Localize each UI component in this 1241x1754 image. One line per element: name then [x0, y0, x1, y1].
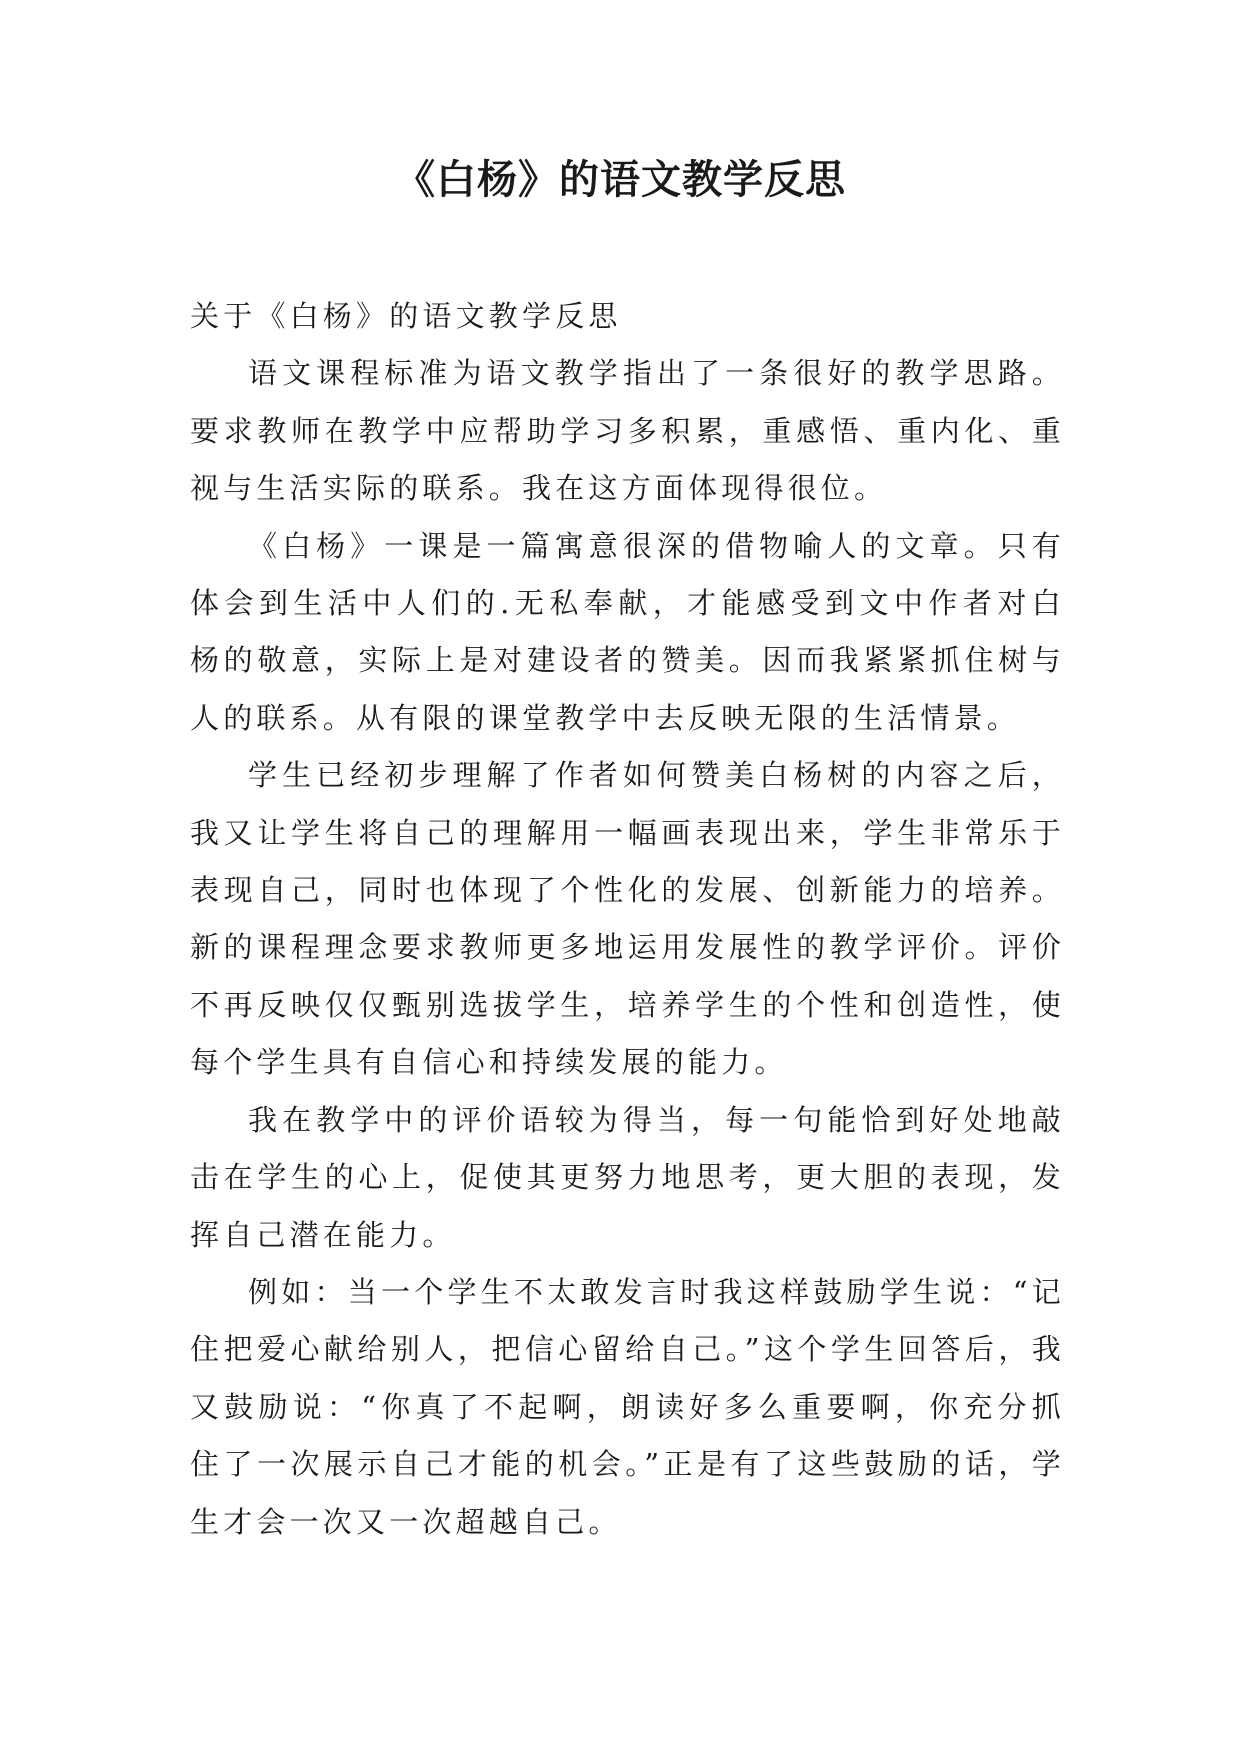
document-body — [190, 288, 1065, 1551]
document-title: 《白杨》的语文教学反思 — [395, 157, 846, 203]
paragraph-5: 例如：当一个学生不太敢发言时我这样鼓励学生说：“记住把爱心献给别人，把信心留给自己。”这个学生回答后，我又鼓励说：“你真了不起啊，朗读好多么重要啊，你充分抓住了一次展示自己才能的机会。”正是有了这些鼓励的话，学生才会一次又一次超越自己。 — [190, 1274, 1065, 1539]
subtitle-line: 关于《白杨》的语文教学反思 — [190, 299, 622, 333]
paragraph-3: 学生已经初步理解了作者如何赞美白杨树的内容之后，我又让学生将自己的理解用一幅画表现出来，学生非常乐于表现自己，同时也体现了个性化的发展、创新能力的培养。新的课程理念要求教师更多地运用发展性的教学评价。评价不再反映仅仅甄别选拔学生，培养学生的个性和创造性，使每个学生具有自信心和持续发展的能力。 — [190, 758, 1065, 1080]
paragraph-1: 语文课程标准为语文教学指出了一条很好的教学思路。要求教师在教学中应帮助学习多积累，重感悟、重内化、重视与生活实际的联系。我在这方面体现得很位。 — [190, 356, 1065, 506]
paragraph-4: 我在教学中的评价语较为得当，每一句能恰到好处地敲击在学生的心上，促使其更努力地思考，更大胆的表现，发挥自己潜在能力。 — [190, 1102, 1065, 1252]
paragraph-2: 《白杨》一课是一篇寓意很深的借物喻人的文章。只有体会到生活中人们的.无私奉献，才能感受到文中作者对白杨的敬意，实际上是对建设者的赞美。因而我紧紧抓住树与人的联系。从有限的课堂教学中去反映无限的生活情景。 — [190, 528, 1065, 735]
